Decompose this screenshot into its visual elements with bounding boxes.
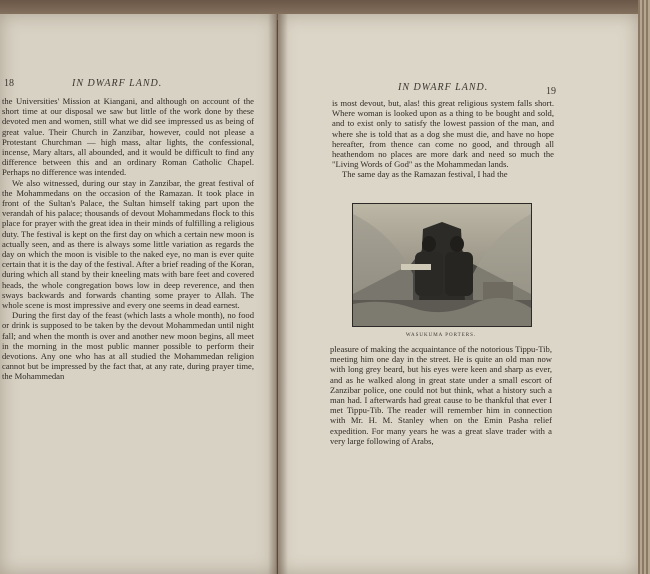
left-paragraph-2: We also witnessed, during our stay in Zanzibar, the great festival of the Mohammedans on the occasion of the Ramazan. It took place in front of the Sultan's Palace, the Sultan himself taking part upon the verandah of his palace; thousands of devout Mohammedans flock to this place for prayer with the great idea in their minds of fulfilling a religious duty. The festival is kept on the first day on which a certain new moon is actually seen, and as there is always some little variation as regards the day on which the moon is visible to the naked eye, no man is ever quite certain that it is the day of the festival. After a brief reading of the Koran, during which all stand by their kneeling mats with bare feet and covered heads, the whole congregation bows low in deep reverence, and then sways backwards and forwards chanting some prayer to Allah. The whole scene is most impressive and every one seems in dead earnest. xyxy=(2,177,254,311)
right-paragraph-3: pleasure of making the acquaintance of the notorious Tippu-Tib, meeting him one day in the street. He is quite an old man now with long grey beard, but his eyes were keen and sharp as ever, and as he walked along in great state under a small escort of Zanzibar police, one could not but think, what a history such a man had. I afterwards had great cause to be thankful that ever I met Tippu-Tib. The reader will remember him in connection with Mr. H. M. Stanley when on the Emin Pasha relief expedition. For many years he was a great slave trader with a very large following of Arabs, xyxy=(330,344,552,446)
right-page-text-bottom xyxy=(330,344,552,494)
left-page-text xyxy=(2,96,254,506)
left-page-number: 18 xyxy=(4,78,14,89)
photo-caption: WASUKUMA PORTERS. xyxy=(405,333,477,338)
right-running-header: IN DWARF LAND. xyxy=(398,82,489,93)
right-page-text-top xyxy=(332,98,554,200)
left-paragraph-3: During the first day of the feast (which lasts a whole month), no food or drink is supposed to be taken by the devout Mohammedan until night fall; and when the month is over and another new moon begins, all meet in the morning in the most public manner possible to perform their devotions. Any one who has at all studied the Mohammedan religion cannot but be impressed by the fact that, at any rate, during prayer time, the Mohammedan xyxy=(2,310,254,382)
right-page-number: 19 xyxy=(546,86,556,97)
porters-photograph xyxy=(352,203,532,327)
left-running-header: IN DWARF LAND. xyxy=(72,78,163,89)
photo-image xyxy=(353,204,531,326)
left-paragraph-1: the Universities' Mission at Kiangani, and although on account of the short time at our disposal we saw but little of the work done by these devoted men and women, still what we did see impressed us as being of great value. Their Church in Zanzibar, however, could not please a Protestant Churchman — high mass, altar lights, the confessional, incense, Mary altars, all abounded, and it would be difficult to find any difference between this and an ordinary Roman Catholic Chapel. Perhaps no difference was intended. xyxy=(2,96,254,178)
right-paragraph-2: The same day as the Ramazan festival, I had the xyxy=(342,169,508,180)
right-paragraph-1: is most devout, but, alas! this great religious system falls short. Where woman is looked upon as a thing to be bought and sold, and to exist only to satisfy the lowest passion of the man, and where she is told that as a dog she must die, and have no hope hereafter, from thence can come no good, and through all heathendom no places are more dark and need so much the "Living Words of God" as the Mohammedan lands. xyxy=(332,98,554,170)
page-edges xyxy=(638,0,650,574)
book-gutter xyxy=(268,14,288,574)
